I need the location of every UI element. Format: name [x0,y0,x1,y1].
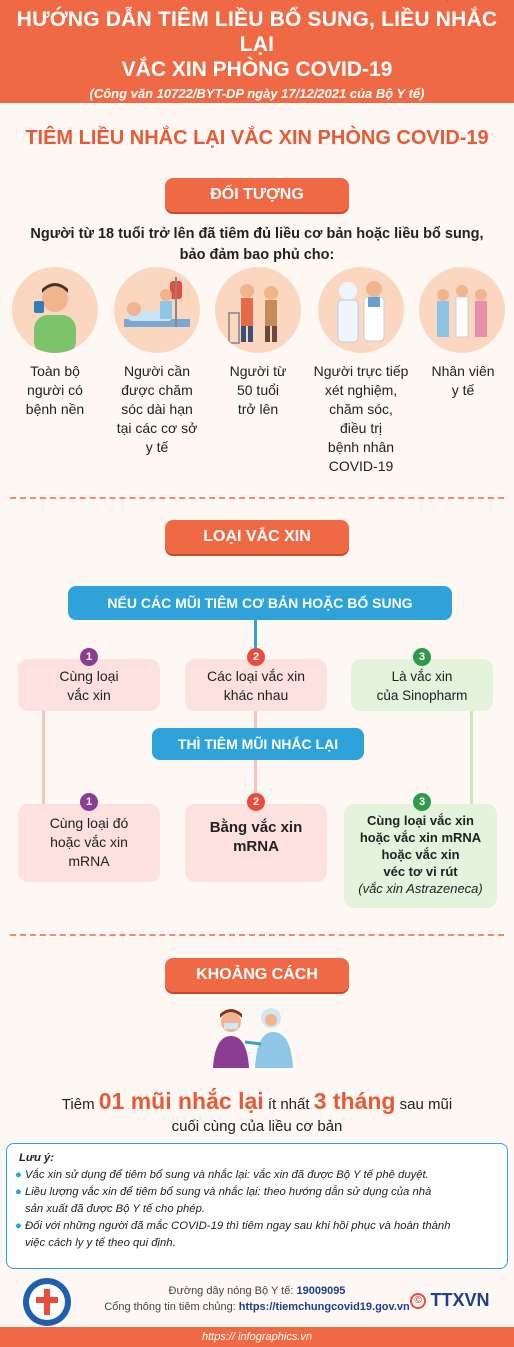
number-badge-2: 2 [247,793,265,811]
caption-line: được chăm [121,382,193,398]
copyright-icon: © [410,1293,426,1309]
caption-line: tại các cơ sở [116,420,198,436]
number-badge-3: 3 [413,793,431,811]
option-line: khác nhau [223,687,289,703]
result-line: hoặc vắc xin mRNA [359,830,482,845]
header-banner [0,0,514,103]
vaccination-illustration [205,998,305,1070]
section-heading-loai-vac-xin: LOẠI VẮC XIN [165,520,349,554]
caption-line: 50 tuổi [236,382,280,398]
caption-line: Người cần [123,363,191,379]
note-item-cont [15,1201,499,1218]
bullet-spacer [15,1201,25,1218]
hotline-label: Đường dây nóng Bộ Y tế: [168,1285,297,1297]
group-caption-1 [8,362,102,419]
caption-line: chăm sóc, [329,401,393,417]
option-line: của Sinopharm [376,688,468,703]
option-line: Cùng loại [59,668,119,684]
header-title-line1: HƯỚNG DẪN TIÊM LIỀU BỔ SUNG, LIỀU NHẮC LẠI [16,8,498,56]
result-line: hoặc vắc xin [50,834,128,850]
section-heading-doi-tuong: ĐỐI TƯỢNG [165,178,349,212]
caption-line: Người từ [229,363,287,379]
note-text: sản xuất đã được Bộ Y tế cho phép. [25,1203,206,1215]
note-item [15,1184,499,1201]
then-condition-bar: THÌ TIÊM MŨI NHẮC LẠI [152,728,364,760]
result-line: Bằng vắc xin [209,819,303,836]
section-divider [10,934,504,936]
header-subtitle: (Công văn 10722/BYT-DP ngày 17/12/2021 của Bộ Y tế) [89,86,425,101]
caption-line: xét nghiệm, [324,382,398,398]
caption-line: trở lên [237,401,279,417]
caption-line: điều trị [339,420,383,436]
group-caption-3 [212,362,304,419]
number-badge-1: 1 [80,648,98,666]
group-caption-4 [304,362,418,476]
option-card-2 [185,659,327,711]
number-badge-3: 3 [413,648,431,666]
caption-line: người có [27,382,83,398]
caption-line: Người trực tiếp [313,363,409,379]
caption-line: bệnh nền [25,401,85,417]
agency-name: TTXVN [430,1290,490,1310]
person-inhaler-icon [12,267,98,353]
caption-line: y tế [451,382,475,398]
portal-link[interactable]: https://tiemchungcovid19.gov.vn [238,1301,410,1313]
hotline-number[interactable]: 19009095 [296,1285,346,1297]
elderly-people-icon [215,267,301,353]
option-card-3 [351,659,493,711]
caption-line: Toàn bộ [30,363,80,379]
option-line: Là vắc xin [391,669,453,684]
portal-label: Cổng thông tin tiêm chủng: [104,1301,239,1313]
section-heading-khoang-cach: KHOẢNG CÁCH [165,958,349,992]
interval-post: sau mũi [399,1096,453,1113]
result-line: véc tơ vi rút [383,864,458,879]
note-title: Lưu ý: [19,1152,55,1164]
caption-line: bệnh nhân [327,439,395,455]
number-badge-2: 2 [247,648,265,666]
bullet-icon: ● [15,1186,22,1198]
result-line: mRNA [233,838,279,855]
ttxvn-logo [410,1290,510,1316]
result-note: (vắc xin Astrazeneca) [358,881,483,896]
intro-text [0,224,514,266]
bullet-icon: ● [15,1220,22,1232]
protective-suit-icon [318,267,404,353]
interval-text [0,1090,514,1138]
interval-pre: Tiêm [61,1096,95,1113]
note-text: việc cách ly y tế theo qui định. [25,1237,176,1249]
note-box [6,1143,508,1269]
section-divider [10,497,504,499]
interval-dose: 01 mũi nhắc lại [98,1088,264,1114]
note-item [15,1218,499,1235]
note-text: Đối với những người đã mắc COVID-19 thì tiêm ngay sau khi hồi phục và hoàn thành [25,1220,451,1232]
bullet-icon: ● [15,1169,22,1181]
note-item [15,1167,499,1184]
result-card-2 [185,804,327,882]
result-line: Cùng loại đó [49,815,129,831]
header-title-line2: VẮC XIN PHÒNG COVID-19 [121,58,393,81]
option-line: vắc xin [67,687,111,703]
result-card-1 [18,804,160,882]
option-card-1 [18,659,160,711]
option-line: Các loại vắc xin [206,668,306,684]
if-condition-bar: NẾU CÁC MŨI TIÊM CƠ BẢN HOẶC BỔ SUNG [68,586,452,620]
interval-mid: ít nhất [267,1096,310,1113]
bullet-spacer [15,1235,25,1252]
bottom-bar[interactable]: https:// infographics.vn [0,1327,514,1347]
intro-line1: Người từ 18 tuổi trở lên đã tiêm đủ liều cơ bản hoặc liều bổ sung, [30,226,484,242]
intro-line2: bảo đảm bao phủ cho: [179,247,335,263]
medical-staff-icon [419,267,505,353]
interval-line2: cuối cùng của liều cơ bản [171,1118,343,1135]
caption-line: sóc dài hạn [121,401,193,417]
interval-months: 3 tháng [313,1088,396,1114]
note-text: Vắc xin sử dụng để tiêm bổ sung và nhắc lại: vắc xin đã được Bộ Y tế phê duyệt. [25,1169,429,1181]
result-line: mRNA [68,853,110,869]
caption-line: y tế [145,439,169,455]
group-caption-5 [418,362,508,400]
main-title: TIÊM LIỀU NHẮC LẠI VẮC XIN PHÒNG COVID-19 [25,127,489,149]
result-line: Cùng loại vắc xin [367,813,474,828]
number-badge-1: 1 [80,793,98,811]
hospital-bed-icon [114,267,200,353]
note-text: Liều lượng vắc xin để tiêm bổ sung và nhắc lại: theo hướng dẫn sử dụng của nhà [25,1186,432,1198]
caption-line: COVID-19 [328,458,394,474]
result-line: hoặc vắc xin [381,847,460,862]
result-card-3 [344,804,497,908]
interval-line1 [0,1090,514,1116]
caption-line: Nhân viên [431,363,495,379]
note-item-cont [15,1235,499,1252]
group-caption-2 [106,362,208,457]
